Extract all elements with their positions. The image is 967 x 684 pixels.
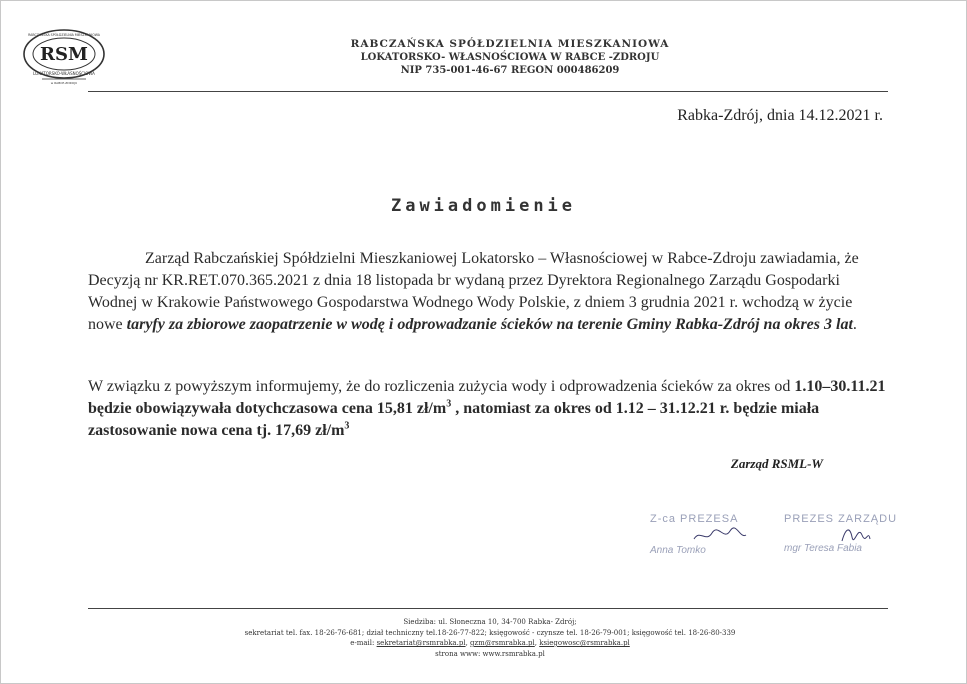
logo-ring-bottom: LOKATORSKO-WŁASNOŚCIOWA — [33, 71, 95, 76]
email-link-ksiegowosc[interactable]: ksiegowosc@rsmrabka.pl — [539, 639, 630, 647]
paragraph-1-text: Zarząd Rabczańskiej Spółdzielni Mieszkaniowej Lokatorsko – Własnościowej w Rabce-Zdroju zawiadamia, że Decyzją nr KR.RET.070.365.2021 z dnia 18 listopada br wydaną przez Dyrektora Regionalnego Zarządu Gospodarki Wodnej w Krakowie Państwowego Gospodarstwa Wodnego Wody Polskie, z dniem 3 grudnia 2021 r. wchodzą w życie nowe — [88, 250, 859, 333]
rsm-logo — [20, 26, 108, 86]
handwritten-signature-right — [836, 521, 876, 547]
stamp-right-title: PREZES ZARZĄDU — [784, 513, 898, 525]
stamp-president — [784, 513, 897, 554]
footer-website[interactable]: strona www: www.rsmrabka.pl — [435, 649, 545, 658]
document-title: Zawiadomienie — [390, 196, 577, 216]
paragraph-2-bold1: 1.10–30.11.21 będzie obowiązywała dotychczasowa cena 15,81 zł/m — [88, 378, 886, 417]
letterhead — [300, 38, 720, 77]
footer-address: Siedziba: ul. Słoneczna 10, 34-700 Rabka- Zdrój; — [403, 618, 577, 626]
logo-main-text: RSM — [40, 44, 88, 65]
paragraph-2-sup2: 3 — [344, 420, 350, 432]
header-divider — [88, 91, 888, 92]
signature-board: Zarząd RSML-W — [730, 456, 823, 471]
paragraph-1 — [88, 248, 888, 336]
paragraph-2-sup1: 3 — [446, 398, 452, 410]
footer-divider — [88, 608, 888, 609]
paragraph-2-part1: W związku z powyższym informujemy, że do rozliczenia zużycia wody i odprowadzenia ścieków za okres od — [88, 378, 795, 395]
stamp-right-name: mgr Teresa Fabia — [784, 543, 862, 554]
logo-ring-top: RABCZAŃSKA SPÓŁDZIELNIA MIESZKANIOWA — [28, 33, 100, 37]
letterhead-line3: NIP 735-001-46-67 REGON 000486209 — [400, 65, 620, 76]
letterhead-line1: RABCZAŃSKA SPÓŁDZIELNIA MIESZKANIOWA — [350, 38, 670, 50]
stamp-left-title: Z-ca PREZESA — [650, 513, 739, 525]
stamp-vice-president — [650, 513, 738, 556]
email-link-gzm[interactable]: gzm@rsmrabka.pl — [470, 639, 535, 647]
handwritten-signature-left — [690, 525, 750, 545]
footer — [180, 617, 800, 659]
footer-phones: sekretariat tel. fax. 18-26-76-681; dział techniczny tel.18-26-77-822; księgowość - czynsze tel. 18-26-79-001; księgowość tel. 18-26-80-339 — [244, 628, 736, 637]
paragraph-1-emphasis: taryfy za zbiorowe zaopatrzenie w wodę i odprowadzanie ścieków na terenie Gminy Rabka-Zdrój na okres 3 lat — [126, 316, 853, 333]
stamp-left-name: Anna Tomko — [650, 545, 706, 556]
logo-ring-small: w RABCE-ZDROJU — [50, 81, 78, 85]
letterhead-line2: LOKATORSKO- WŁASNOŚCIOWA W RABCE -ZDROJU — [360, 52, 660, 63]
footer-email-label: e-mail: — [350, 639, 377, 647]
date-line: Rabka-Zdrój, dnia 14.12.2021 r. — [677, 107, 883, 124]
paragraph-2-bold2: , natomiast za okres od 1.12 – 31.12.21 r. będzie miała zastosowanie nowa cena tj. 17,69 zł/m — [88, 400, 820, 439]
email-link-sekretariat[interactable]: sekretariat@rsmrabka.pl — [376, 639, 466, 647]
paragraph-2 — [88, 376, 888, 442]
paragraph-1-end: . — [852, 316, 857, 333]
footer-emails: e-mail: sekretariat@rsmrabka.pl, gzm@rsmrabka.pl, ksiegowosc@rsmrabka.pl — [350, 639, 630, 647]
